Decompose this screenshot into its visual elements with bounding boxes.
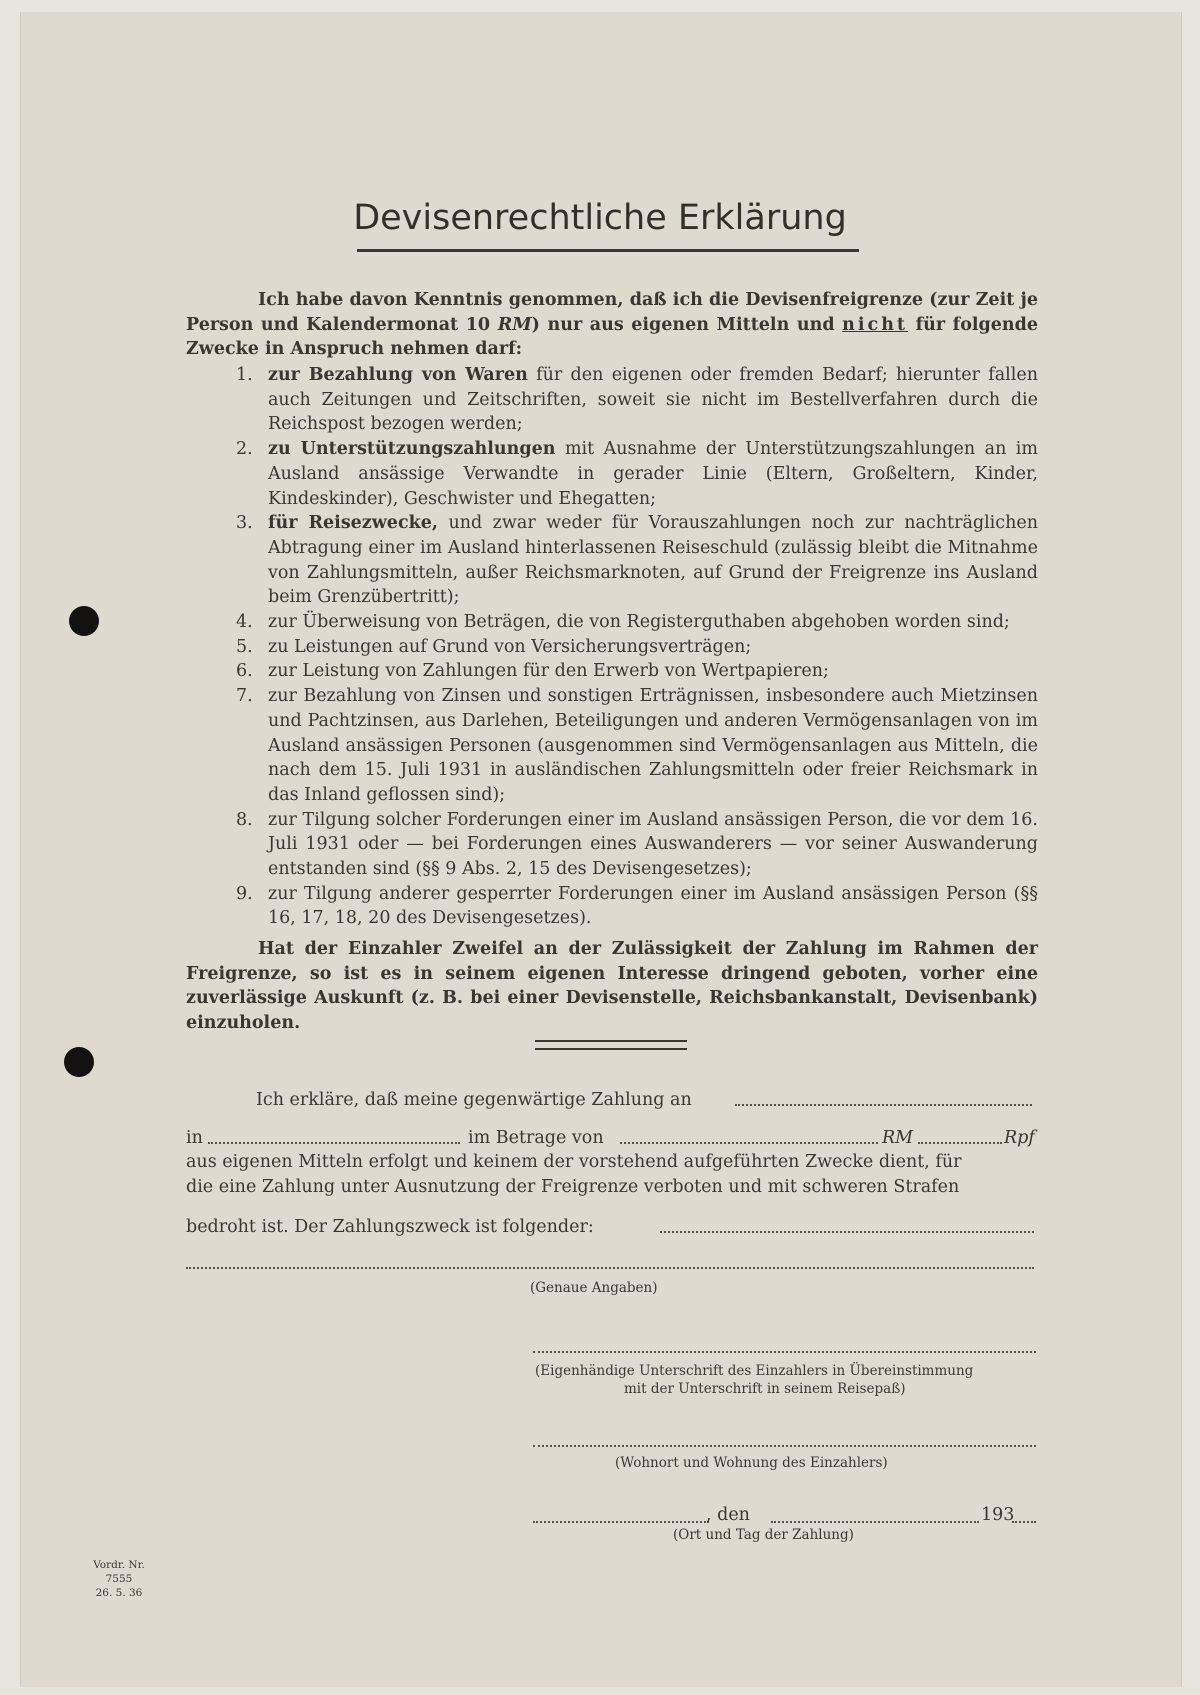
list-item-text: zu Leistungen auf Grund von Versicherungsverträgen;: [268, 636, 752, 657]
list-number: 5.: [236, 636, 253, 657]
residence-field[interactable]: [533, 1445, 1036, 1447]
declaration-line-5: bedroht ist. Der Zahlungszweck ist folgender:: [186, 1217, 594, 1237]
declaration-line-1: Ich erkläre, daß meine gegenwärtige Zahlung an: [256, 1090, 692, 1110]
punch-hole-upper: [69, 606, 99, 636]
country-field[interactable]: [208, 1142, 460, 1144]
intro-paragraph: [186, 288, 1038, 362]
year-prefix: 193: [981, 1505, 1015, 1525]
list-item-text: mit Ausnahme der Unterstützungszahlungen an im Ausland ansässige Verwandte in gerader Linie (Eltern, Großeltern, Kinder, Kindeskinder), Geschwister und Ehegatten;: [268, 439, 1038, 509]
list-item-text: zur Überweisung von Beträgen, die von Registerguthaben abgehoben worden sind;: [268, 612, 1010, 633]
reichspfennig-amount-field[interactable]: [918, 1142, 1002, 1144]
list-item-bold: zur Bezahlung von Waren: [268, 365, 528, 385]
payment-purpose-field[interactable]: [660, 1231, 1034, 1233]
closing-paragraph: [186, 937, 1038, 1036]
date-field[interactable]: [771, 1521, 979, 1523]
list-item: [186, 511, 1038, 610]
reichsmark-amount-field[interactable]: [620, 1142, 878, 1144]
form-date: 26. 5. 36: [95, 1587, 143, 1599]
caption-place-date: (Ort und Tag der Zahlung): [673, 1527, 854, 1543]
signature-field[interactable]: [533, 1351, 1036, 1353]
list-number: 4.: [236, 612, 253, 633]
list-number: 2.: [236, 439, 253, 460]
rm-unit: RM: [882, 1128, 914, 1148]
list-item-text: für den eigenen oder fremden Bedarf; hierunter fallen auch Zeitungen und Zeitschriften, soweit sie nicht im Bestellverfahren durch die Reichspost bezogen werden;: [268, 365, 1038, 435]
form-number-block: [84, 1558, 154, 1600]
intro-currency: RM: [497, 314, 532, 335]
list-item: [186, 610, 1038, 635]
intro-part1: Ich habe davon Kenntnis genommen, daß ich die Devisenfreigrenze (zur Zeit je Person und Kalendermonat 10: [186, 290, 1038, 335]
caption-signature-1: (Eigenhändige Unterschrift des Einzahlers in Übereinstimmung: [535, 1363, 974, 1379]
list-item-text: zur Tilgung solcher Forderungen einer im Ausland ansässigen Person, die vor dem 16. Juli 1931 oder — bei Forderungen eines Auswanderers — vor seiner Auswanderung entstanden sind (§§ 9 Abs. 2, 15 des Devisengesetzes);: [268, 809, 1038, 880]
list-item-text: zur Leistung von Zahlungen für den Erwerb von Wertpapieren;: [268, 661, 829, 682]
year-field[interactable]: [1012, 1521, 1036, 1523]
list-number: 3.: [236, 513, 253, 534]
rpf-unit: Rpf: [1004, 1128, 1035, 1148]
payee-field[interactable]: [735, 1104, 1032, 1106]
caption-details: (Genaue Angaben): [530, 1280, 658, 1296]
list-number: 9.: [236, 883, 253, 904]
intro-part2: ) nur aus eigenen Mitteln und: [531, 314, 843, 335]
list-item: [186, 659, 1038, 684]
payment-purpose-field-2[interactable]: [186, 1267, 1034, 1269]
list-number: 7.: [236, 686, 253, 707]
title-underline: [357, 249, 859, 252]
declaration-line-3: aus eigenen Mitteln erfolgt und keinem der vorstehend aufgeführten Zwecke dient, für: [186, 1152, 962, 1172]
punch-hole-lower: [64, 1047, 94, 1077]
list-item: [186, 635, 1038, 660]
list-number: 8.: [236, 809, 253, 830]
declaration-line-4: die eine Zahlung unter Ausnutzung der Freigrenze verboten und mit schweren Strafen: [186, 1177, 960, 1197]
list-item: [186, 684, 1038, 808]
list-item-text: zur Bezahlung von Zinsen und sonstigen Erträgnissen, insbesondere auch Mietzinsen und Pachtzinsen, aus Darlehen, Beteiligungen und anderen Vermögensanlagen von im Ausland ansässigen Personen (ausgenommen sind Vermögensanlagen aus Mitteln, die nach dem 15. Juli 1931 in ausländischen Zahlungsmitteln oder freier Reichsmark in das Inland geflossen sind);: [268, 686, 1038, 805]
amount-label: im Betrage von: [468, 1128, 604, 1148]
list-item: [186, 808, 1038, 882]
in-label: in: [186, 1128, 203, 1148]
form-number: Vordr. Nr. 7555: [93, 1559, 145, 1585]
list-item: [186, 437, 1038, 511]
list-item: [186, 363, 1038, 437]
list-item-text: zur Tilgung anderer gesperrter Forderungen einer im Ausland ansässigen Person (§§ 16, 17, 18, 20 des Devisengesetzes).: [268, 883, 1038, 929]
intro-part3: für folgende Zwecke in Anspruch nehmen darf:: [186, 314, 1038, 360]
den-label: , den: [706, 1505, 750, 1525]
list-item-bold: für Reisezwecke,: [268, 513, 438, 534]
document-title: Devisenrechtliche Erklärung: [353, 198, 847, 238]
list-number: 1.: [236, 365, 253, 385]
list-item: [186, 882, 1038, 931]
list-item-text: und zwar weder für Vorauszahlungen noch zur nachträglichen Abtragung einer im Ausland hinterlassenen Reiseschuld (zulässig bleibt die Mitnahme von Zahlungsmitteln, außer Reichsmarknoten, auf Grund der Freigrenze ins Ausland beim Grenzübertritt);: [268, 513, 1038, 608]
intro-emphasis: nicht: [842, 314, 909, 335]
purpose-list: [186, 363, 1038, 931]
list-number: 6.: [236, 661, 253, 682]
caption-signature-2: mit der Unterschrift in seinem Reisepaß): [624, 1381, 906, 1397]
list-item-bold: zu Unterstützungszahlungen: [268, 439, 556, 460]
caption-residence: (Wohnort und Wohnung des Einzahlers): [615, 1455, 888, 1471]
closing-text: Hat der Einzahler Zweifel an der Zulässigkeit der Zahlung im Rahmen der Freigrenze, so ist es in seinem eigenen Interesse dringend geboten, vorher eine zuverlässige Auskunft (z. B. bei einer Devisenstelle, Reichsbankanstalt, Devisenbank) einzuholen.: [186, 939, 1038, 1034]
section-divider: [535, 1040, 687, 1050]
place-field[interactable]: [533, 1521, 709, 1523]
